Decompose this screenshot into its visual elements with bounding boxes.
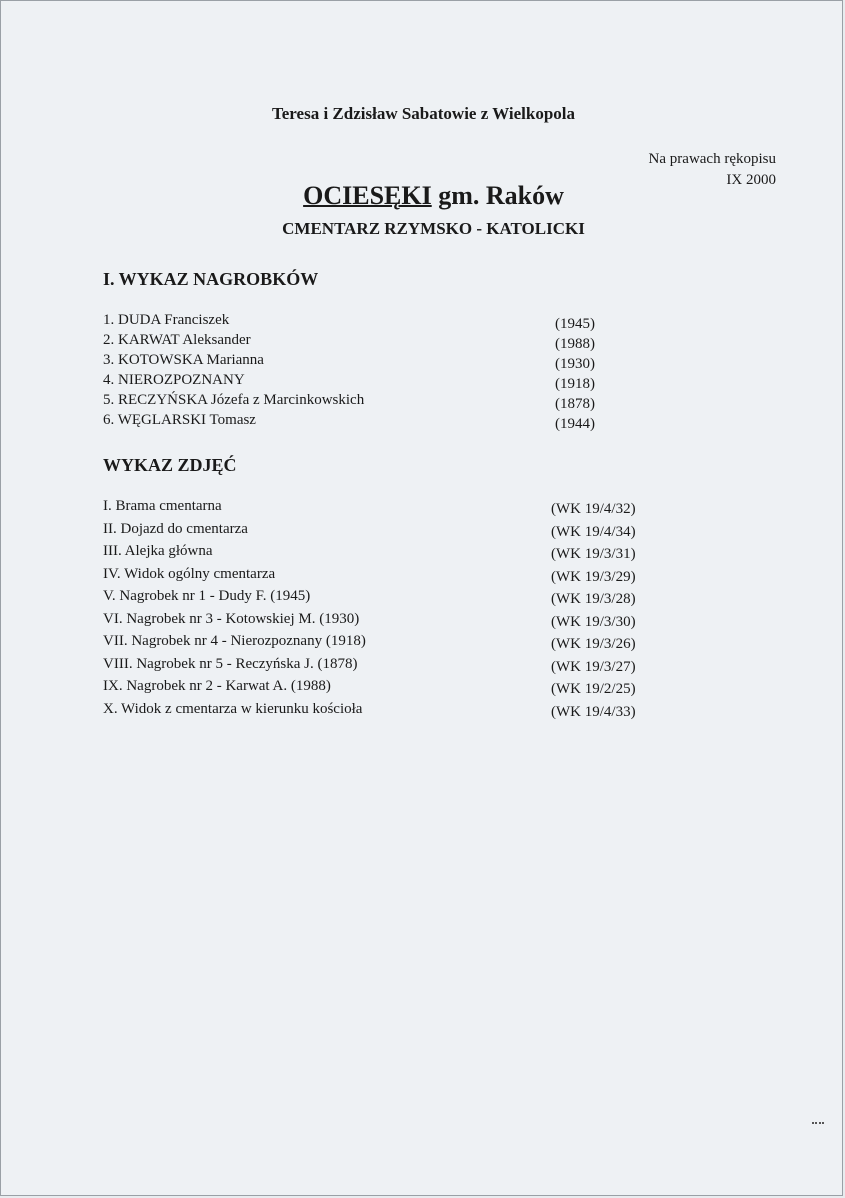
grave-name: 3. KOTOWSKA Marianna [103, 352, 264, 368]
title-rest: gm. Raków [431, 181, 564, 210]
list-item [103, 372, 663, 392]
list-item [103, 656, 663, 679]
photo-ref: (WK 19/4/33) [551, 703, 636, 720]
list-item [103, 611, 663, 634]
photo-ref: (WK 19/4/34) [551, 523, 636, 540]
grave-name: 6. WĘGLARSKI Tomasz [103, 412, 256, 428]
photos-list [103, 498, 663, 723]
photo-caption: VII. Nagrobek nr 4 - Nierozpoznany (1918) [103, 633, 366, 649]
grave-name: 2. KARWAT Aleksander [103, 332, 251, 348]
list-item [103, 521, 663, 544]
photo-ref: (WK 19/3/29) [551, 568, 636, 585]
photo-ref: (WK 19/4/32) [551, 501, 636, 517]
authors-line: Teresa i Zdzisław Sabatowie z Wielkopola [271, 104, 576, 123]
grave-name: 4. NIEROZPOZNANY [103, 372, 245, 388]
list-item [103, 543, 663, 566]
list-item [103, 588, 663, 611]
photo-ref: (WK 19/2/25) [551, 681, 636, 697]
photo-ref: (WK 19/3/26) [551, 636, 636, 652]
photo-caption: III. Alejka główna [103, 543, 213, 559]
photo-caption: VI. Nagrobek nr 3 - Kotowskiej M. (1930) [103, 610, 360, 627]
list-item [103, 312, 663, 332]
photo-caption: II. Dojazd do cmentarza [103, 520, 248, 537]
photo-ref: (WK 19/3/27) [551, 658, 636, 675]
graves-list [103, 312, 663, 432]
grave-year: (1918) [555, 376, 595, 392]
date-line: IX 2000 [726, 172, 776, 188]
grave-year: (1930) [555, 356, 595, 372]
list-item [103, 498, 663, 521]
photo-ref: (WK 19/3/28) [551, 591, 636, 607]
photo-caption: V. Nagrobek nr 1 - Dudy F. (1945) [103, 588, 311, 604]
grave-year: (1944) [555, 416, 595, 432]
scan-mark [812, 1122, 824, 1124]
photo-caption: I. Brama cmentarna [103, 498, 222, 514]
title-place: OCIESĘKI [303, 181, 432, 210]
list-item [103, 412, 663, 432]
list-item [103, 566, 663, 589]
grave-name: 5. RECZYŃSKA Józefa z Marcinkowskich [103, 392, 365, 408]
graves-heading: I. WYKAZ NAGROBKÓW [103, 269, 319, 289]
grave-year: (1945) [555, 316, 595, 332]
photo-ref: (WK 19/3/30) [551, 613, 636, 630]
photo-caption: IV. Widok ogólny cmentarza [103, 565, 276, 582]
photo-caption: X. Widok z cmentarza w kierunku kościoła [103, 700, 363, 717]
list-item [103, 633, 663, 656]
photo-ref: (WK 19/3/31) [551, 546, 636, 562]
photo-caption: IX. Nagrobek nr 2 - Karwat A. (1988) [103, 678, 331, 694]
grave-year: (1988) [555, 336, 595, 352]
rights-line: Na prawach rękopisu [648, 151, 776, 167]
list-item [103, 701, 663, 724]
grave-name: 1. DUDA Franciszek [103, 312, 230, 328]
list-item [103, 352, 663, 372]
list-item [103, 392, 663, 412]
document-subtitle: CMENTARZ RZYMSKO - KATOLICKI [282, 219, 585, 238]
list-item [103, 678, 663, 701]
grave-year: (1878) [555, 396, 595, 412]
list-item [103, 332, 663, 352]
photos-heading: WYKAZ ZDJĘĆ [103, 455, 237, 475]
document-title [1, 181, 845, 211]
photo-caption: VIII. Nagrobek nr 5 - Reczyńska J. (1878) [103, 655, 358, 672]
